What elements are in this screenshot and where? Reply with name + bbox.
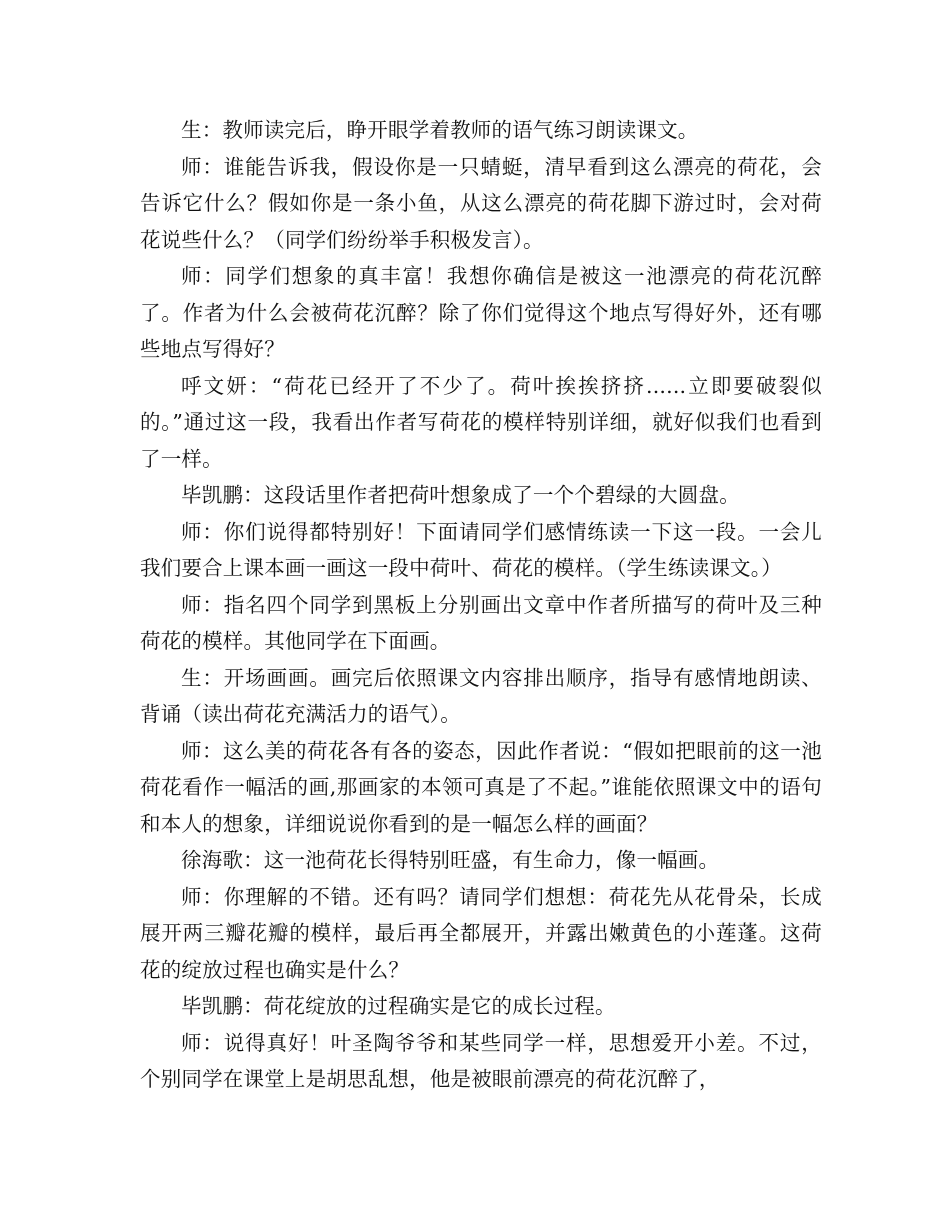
paragraph: 生：教师读完后，睁开眼学着教师的语气练习朗读课文。 <box>181 118 699 142</box>
paragraph: 呼文妍：“荷花已经开了不少了。荷叶挨挨挤挤......立即要破裂似的。”通过这一段，我看出作者写荷花的模样特别详细，就好似我们也看到了一样。 <box>140 373 822 471</box>
paragraph: 师：指名四个同学到黑板上分别画出文章中作者所描写的荷叶及三种荷花的模样。其他同学在下面画。 <box>140 592 822 653</box>
paragraph: 师：这么美的荷花各有各的姿态，因此作者说：“假如把眼前的这一池荷花看作一幅活的画,那画家的本领可真是了不起。”谁能依照课文中的语句和本人的想象，详细说说你看到的是一幅怎么样的画面？ <box>140 738 822 836</box>
paragraph: 师：说得真好！叶圣陶爷爷和某些同学一样，思想爱开小差。不过，个别同学在课堂上是胡思乱想，他是被眼前漂亮的荷花沉醉了， <box>140 1030 822 1091</box>
paragraph: 生：开场画画。画完后依照课文内容排出顺序，指导有感情地朗读、背诵（读出荷花充满活力的语气）。 <box>140 665 822 726</box>
paragraph: 师：你理解的不错。还有吗？请同学们想想：荷花先从花骨朵，长成展开两三瓣花瓣的模样，最后再全都展开，并露出嫩黄色的小莲蓬。这荷花的绽放过程也确实是什么？ <box>140 884 822 982</box>
paragraph: 师：你们说得都特别好！下面请同学们感情练读一下这一段。一会儿我们要合上课本画一画这一段中荷叶、荷花的模样。（学生练读课文。） <box>140 519 822 580</box>
paragraph: 徐海歌：这一池荷花长得特别旺盛，有生命力，像一幅画。 <box>181 848 720 872</box>
paragraph: 师：谁能告诉我，假设你是一只蜻蜓，清早看到这么漂亮的荷花，会告诉它什么？假如你是一条小鱼，从这么漂亮的荷花脚下游过时，会对荷花说些什么？（同学们纷纷举手积极发言）。 <box>140 154 822 252</box>
paragraph: 毕凯鹏：荷花绽放的过程确实是它的成长过程。 <box>181 994 616 1018</box>
document-body <box>140 112 822 1098</box>
paragraph: 师：同学们想象的真丰富！我想你确信是被这一池漂亮的荷花沉醉了。作者为什么会被荷花沉醉？除了你们觉得这个地点写得好外，还有哪些地点写得好？ <box>140 264 822 361</box>
paragraph: 毕凯鹏：这段话里作者把荷叶想象成了一个个碧绿的大圆盘。 <box>181 483 740 507</box>
